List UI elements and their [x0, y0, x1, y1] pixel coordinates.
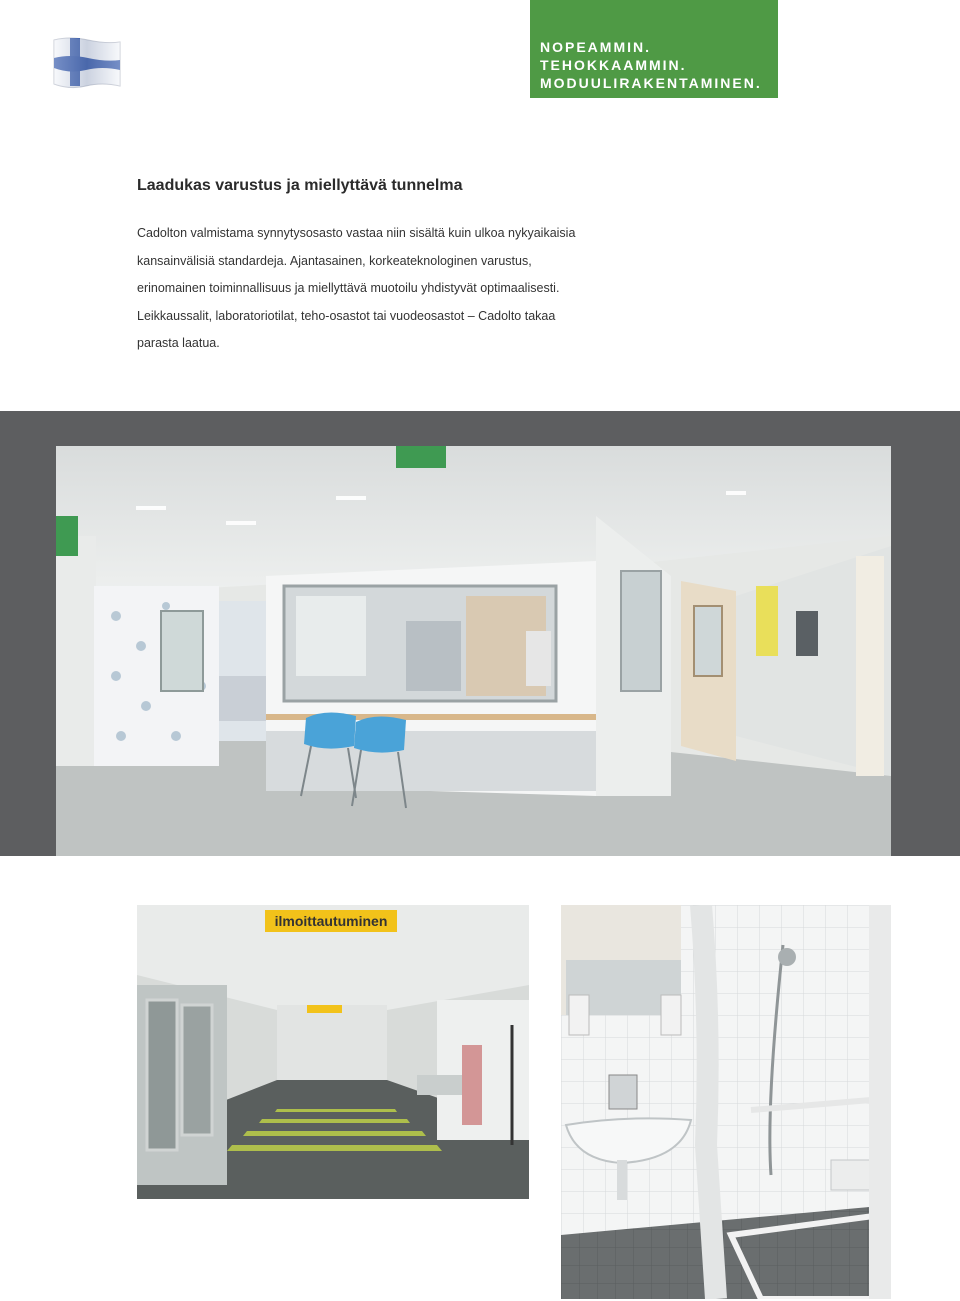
tagline-line-2: TEHOKKAAMMIN. [540, 57, 687, 73]
tagline-line-3: MODUULIRAKENTAMINEN. [540, 75, 762, 91]
lobby-sign-text: ilmoittautuminen [274, 913, 388, 929]
body-line-4: Leikkaussalit, laboratoriotilat, teho-osastot tai vuodeosastot – Cadolto takaa [137, 308, 556, 323]
article-title: Laadukas varustus ja miellyttävä tunnelma [137, 177, 463, 194]
finnish-flag-image [50, 34, 124, 92]
tagline-line-1: NOPEAMMIN. [540, 39, 651, 55]
bathroom-photo [561, 905, 891, 1299]
tagline-box [530, 0, 778, 98]
body-line-5: parasta laatua. [137, 336, 220, 350]
body-line-3: erinomainen toiminnallisuus ja miellyttävä muotoilu yhdistyvät optimaalisesti. [137, 281, 560, 295]
body-line-1: Cadolton valmistama synnytysosasto vastaa niin sisältä kuin ulkoa nykyaikaisia [137, 226, 576, 240]
corridor-photo [56, 446, 891, 856]
article-body [137, 220, 597, 358]
lobby-photo [137, 905, 529, 1199]
body-line-2: kansainvälisiä standardeja. Ajantasainen, korkeateknologinen varustus, [137, 253, 532, 268]
